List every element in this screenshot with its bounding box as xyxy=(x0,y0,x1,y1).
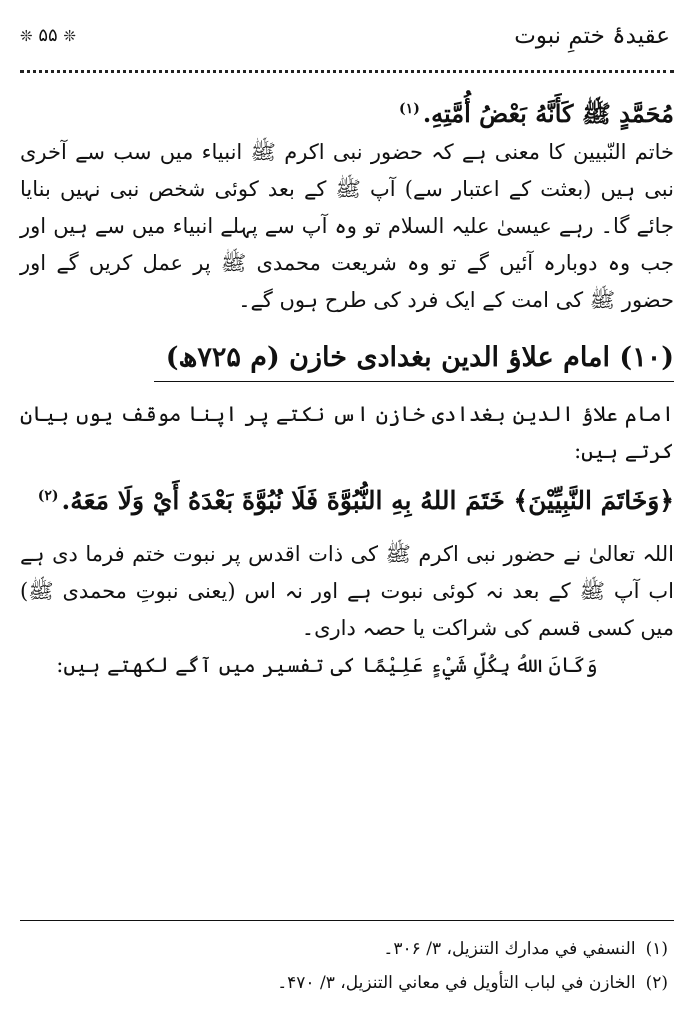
page-header xyxy=(20,12,674,58)
header-dotted-divider xyxy=(20,70,674,73)
page-number-box xyxy=(20,22,76,50)
paragraph-translation: اللہ تعالیٰ نے حضور نبی اکرم ﷺ کی ذات اقدس پر نبوت ختم فرما دی ہے اب آپ ﷺ کے بعد نہ کوئی نبوت ہے اور نہ اس (یعنی نبوتِ محمدی ﷺ) میں کسی قسم کی شراکت یا حصہ داری۔ xyxy=(20,542,674,640)
footnote-marker-1: (۱) xyxy=(399,101,420,117)
heading-underline xyxy=(154,381,674,382)
page-number: ۵۵ xyxy=(38,25,58,46)
paragraph-khazin-intro: امام علاؤ الدین بغدادی خازن اس نکتے پر اپنا موقف یوں بیان کرتے ہیں: xyxy=(20,402,674,463)
paragraph-khatam-meaning: خاتم النّبیین کا معنی ہے کہ حضور نبی اکرم ﷺ انبیاء میں سب سے آخری نبی ہیں (بعثت کے اعتبار سے) آپ ﷺ کے بعد کوئی شخص نبی نہیں بنایا جائے گا۔ رہے عیسیٰ علیہ السلام تو وہ آپ سے پہلے انبیاء میں سے ہیں اور جب وہ دوبارہ آئیں گے تو وہ شریعت محمدی ﷺ پر عمل کریں گے اور حضور ﷺ کی امت کے ایک فرد کی طرح ہوں گے۔ xyxy=(20,140,674,312)
footnote-1-text: النسفي في مدارك التنزيل، ۳/ ۳۰۶۔ xyxy=(383,939,636,959)
verse-line: وَكَانَ اللهُ بِكُلِّ شَيْءٍ عَلِيْمًا کی تفسیر میں آگے لکھتے ہیں: xyxy=(56,653,598,677)
footnote-1-number: (۱) xyxy=(645,939,668,959)
footnotes xyxy=(20,932,668,1000)
arabic-quote xyxy=(20,480,674,522)
section-heading: (۱۰) امام علاؤ الدین بغدادی خازن (م ۷۲۵ھ) xyxy=(165,342,674,373)
ornament-right-icon: ❊ xyxy=(63,27,76,45)
spacer xyxy=(20,522,674,536)
ornament-left-icon: ❊ xyxy=(20,27,33,45)
arabic-quote-text: ﴿وَخَاتَمَ النَّبِيِّيْنَ﴾ خَتَمَ اللهُ بِهِ النُّبُوَّةَ فَلَا نُبُوَّةَ بَعْدَهُ أَيْ وَلَا مَعَهُ. xyxy=(61,486,674,515)
arabic-intro-line xyxy=(20,94,674,134)
footnote-2 xyxy=(20,966,668,1000)
main-text xyxy=(20,94,674,684)
footnote-2-text: الخازن في لباب التأويل في معاني التنزيل، ۳/ ۴۷۰۔ xyxy=(277,973,636,993)
book-page xyxy=(20,12,674,1002)
footnote-marker-2: (۲) xyxy=(37,487,59,504)
footnote-1 xyxy=(20,932,668,966)
running-title: عقیدۂ ختمِ نبوت xyxy=(514,23,670,49)
footnote-divider xyxy=(20,920,674,921)
footnote-2-number: (۲) xyxy=(645,973,668,993)
arabic-intro-text: مُحَمَّدٍ ﷺ كَأَنَّهُ بَعْضُ أُمَّتِهِ. xyxy=(422,99,674,128)
